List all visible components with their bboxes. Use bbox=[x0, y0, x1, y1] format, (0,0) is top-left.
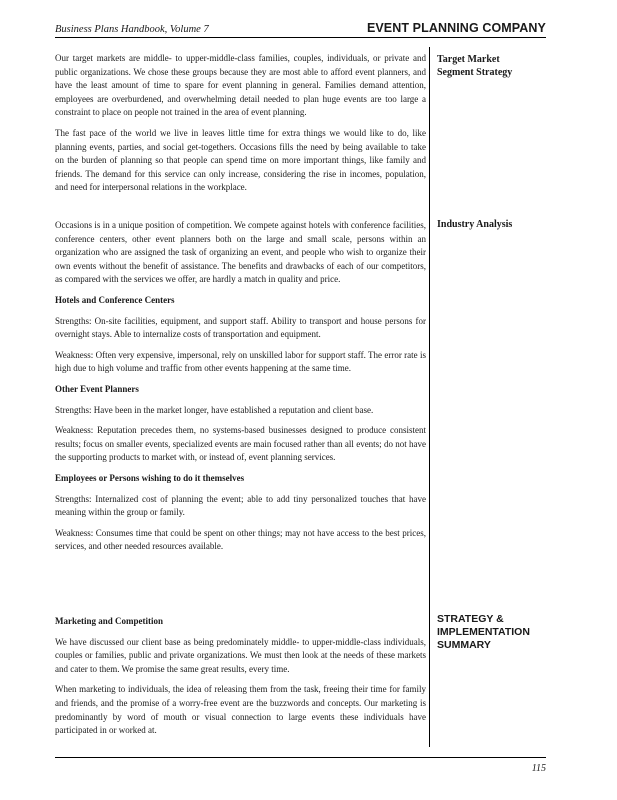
planners-weakness: Weakness: Reputation precedes them, no systems-based businesses designed to produce consistent results; focus on smaller events, specialized events are main focused rather than all events; do not have the supporting products to market with, or instead of, event planning services. bbox=[55, 425, 426, 463]
industry-analysis-heading: Industry Analysis bbox=[437, 219, 513, 230]
target-market-heading bbox=[437, 53, 549, 79]
target-paragraph-1: Our target markets are middle- to upper-middle-class families, couples, individuals, or private and public organizations. We chose these groups because they are most able to afford event planners, and have the least amount of time to spare for event planning in general. Families demand attention, employees are overburdened, and overwhelming detail needed to plan huge events are too large a constraint to place on people not trained in the area of event planning. bbox=[55, 53, 426, 118]
strategy-heading-line-2: IMPLEMENTATION bbox=[437, 626, 530, 638]
company-title: EVENT PLANNING COMPANY bbox=[366, 21, 546, 35]
hotels-strengths: Strengths: On-site facilities, equipment, and support staff. Ability to transport and house persons for overnight stays. Able to internalize costs of transportation and equipment. bbox=[55, 315, 426, 340]
header-rule bbox=[55, 37, 546, 38]
marketing-heading: Marketing and Competition bbox=[55, 616, 163, 626]
book-title: Business Plans Handbook, Volume 7 bbox=[55, 24, 209, 35]
page-number: 115 bbox=[531, 763, 546, 774]
planners-heading: Other Event Planners bbox=[55, 383, 139, 394]
target-paragraph-2: The fast pace of the world we live in leaves little time for extra things we would like to do, like planning events, parties, and social get-togethers. Occasions fills the need by being available to take on the burden of planning so that people can spend time on more important things, like family and friends. The demand for this service can only increase, considering the rise in incomes, population, and need for interpersonal relations in the workplace. bbox=[55, 127, 426, 193]
hotels-heading: Hotels and Conference Centers bbox=[55, 294, 175, 305]
industry-analysis-section bbox=[55, 219, 426, 561]
strategy-paragraph-1: We have discussed our client base as being predominately middle- to upper-middle-class individuals, couples or families, public and private organizations. We must then look at the needs of these markets and cater to them. We promise the same great results, every time. bbox=[55, 636, 426, 674]
strategy-heading bbox=[437, 613, 549, 652]
column-divider bbox=[429, 47, 430, 747]
strategy-section bbox=[55, 615, 426, 745]
employees-strengths: Strengths: Internalized cost of planning the event; able to add tiny personalized touches that have meaning within the group or family. bbox=[55, 493, 426, 518]
strategy-heading-line-1: STRATEGY & bbox=[437, 613, 504, 625]
target-heading-line-1: Target Market bbox=[437, 54, 500, 65]
strategy-heading-line-3: SUMMARY bbox=[437, 639, 491, 651]
planners-strengths: Strengths: Have been in the market longer, have established a reputation and client base. bbox=[55, 404, 374, 415]
footer-rule bbox=[55, 757, 546, 758]
employees-heading: Employees or Persons wishing to do it themselves bbox=[55, 472, 245, 483]
strategy-paragraph-2: When marketing to individuals, the idea of releasing them from the task, freeing their time for family and friends, and the promise of a worry-free event are the buzzwords and concepts. Our marketing is predominantly by word of mouth or visual connection to large events these individuals have participated in or worked at. bbox=[55, 684, 426, 736]
target-heading-line-2: Segment Strategy bbox=[437, 67, 513, 78]
industry-intro: Occasions is in a unique position of competition. We compete against hotels with conference facilities, conference centers, other event planners both on the large and small scale, persons within an organization who are assigned the task of organizing an event, and people who wish to organize their own events without the benefit of assistance. The benefits and drawbacks of each of our competitors, as compared with the services we offer, are hardly a match in quality and price. bbox=[55, 220, 426, 285]
target-market-section bbox=[55, 52, 426, 202]
employees-weakness: Weakness: Consumes time that could be spent on other things; may not have access to the best prices, services, and other needed resources available. bbox=[55, 527, 426, 552]
hotels-weakness: Weakness: Often very expensive, impersonal, rely on unskilled labor for support staff. The error rate is high due to high volume and traffic from other events happening at the same time. bbox=[55, 349, 426, 374]
